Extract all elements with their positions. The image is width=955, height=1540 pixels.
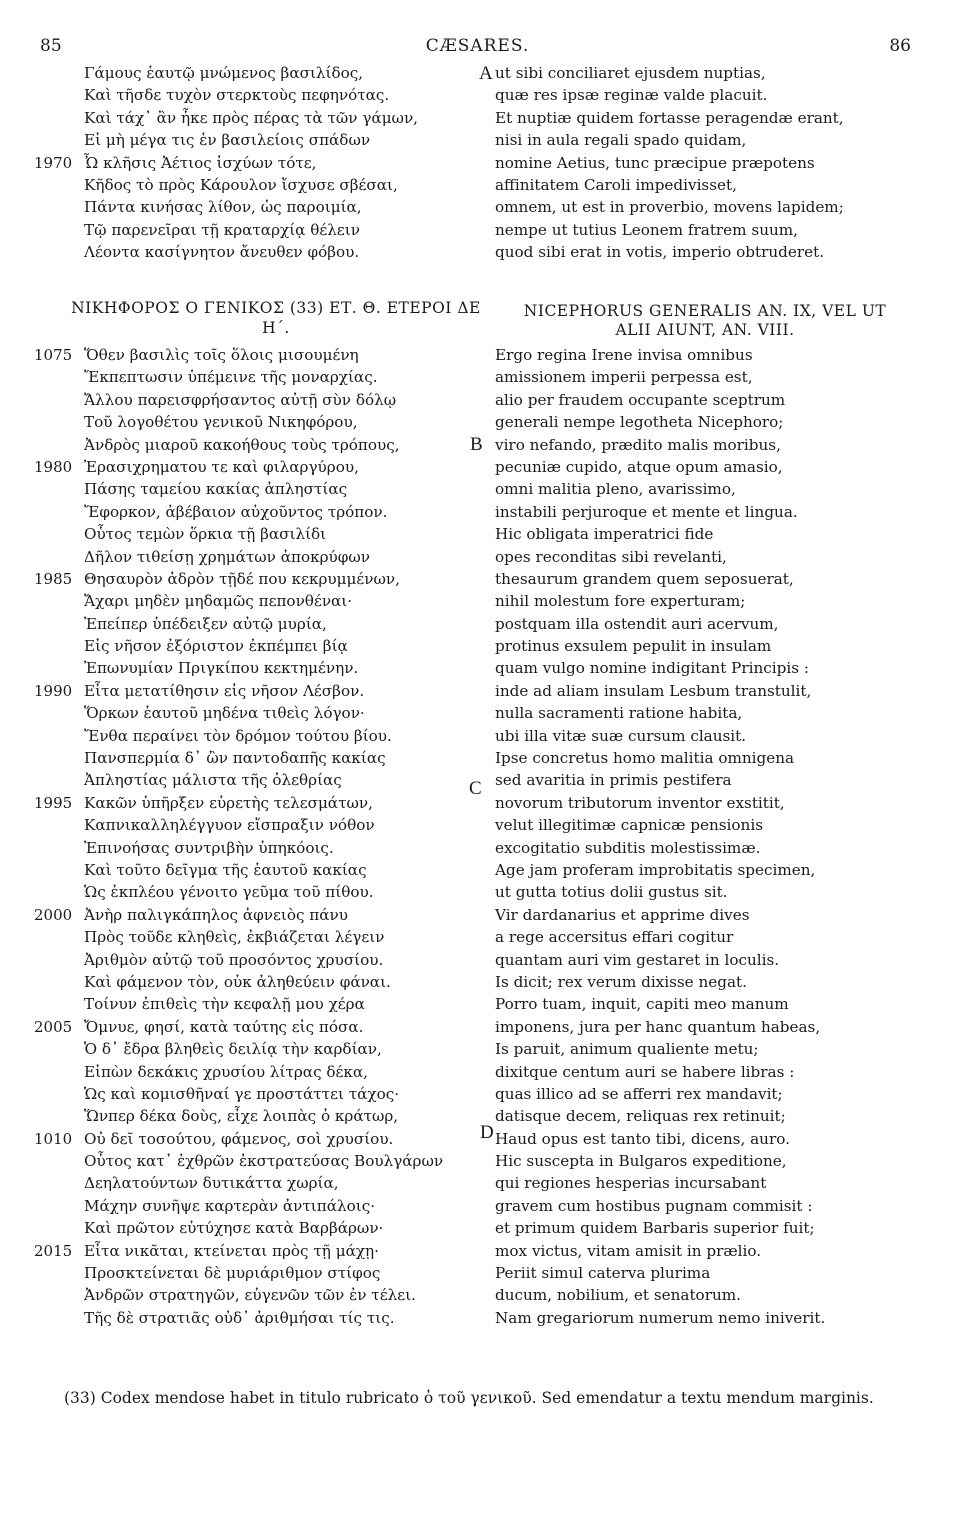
greek-verse-line [84, 366, 484, 388]
greek-verse-text: Ἀνὴρ παλιγκάπηλος ἀφνειὸς πάνυ [84, 905, 349, 924]
greek-verse-line [84, 62, 484, 84]
latin-verse-line: Age jam proferam improbitatis specimen, [495, 860, 816, 879]
greek-verse-text: Ἔνθα περαίνει τὸν δρόμον τούτου βίου. [84, 726, 392, 745]
latin-verse-line: inde ad aliam insulam Lesbum transtulit, [495, 681, 812, 700]
latin-verse-line: Et nuptiæ quidem fortasse peragendæ erant, [495, 108, 844, 127]
greek-verse-text: Πρὸς τοῦδε κληθεὶς, ἐκβιάζεται λέγειν [84, 928, 385, 947]
greek-verse-line [84, 1061, 484, 1083]
latin-verse-line: quantam auri vim gestaret in loculis. [495, 950, 780, 969]
greek-verse-text: Ὄμνυε, φησί, κατὰ ταύτης εἰς πόσα. [84, 1017, 364, 1036]
latin-verse-line: dixitque centum auri se habere libras : [495, 1062, 795, 1081]
greek-verse-text: Εἰπὼν δεκάκις χρυσίου λίτρας δέκα, [84, 1062, 368, 1081]
greek-verse-line [84, 859, 484, 881]
latin-verse-line: opes reconditas sibi revelanti, [495, 547, 727, 566]
latin-verse-line: datisque decem, reliquas rex retinuit; [495, 1107, 786, 1126]
greek-verse-line [84, 747, 484, 769]
greek-verse-text: Ἐπείπερ ὑπέδειξεν αὐτῷ μυρία, [84, 614, 327, 633]
verse-number: 2015 [34, 1241, 73, 1260]
latin-verse-line: omni malitia pleno, avarissimo, [495, 480, 736, 499]
latin-verse-line: Vir dardanarius et apprime dives [495, 905, 750, 924]
greek-verse-text: Οὗτος κατ᾽ ἐχθρῶν ἐκστρατεύσας Βουλγάρων [84, 1152, 444, 1171]
greek-verse-text: Εἶτα μετατίθησιν εἰς νῆσον Λέσβον. [84, 681, 365, 700]
greek-verse-text: Μάχην συνῆψε καρτερὰν ἀντιπάλοις· [84, 1196, 376, 1215]
greek-text-column-1 [34, 62, 484, 264]
greek-verse-text: Τῆς δὲ στρατιᾶς οὐδ᾽ ἀριθμήσαι τίς τις. [84, 1308, 395, 1327]
latin-verse-line: nempe ut tutius Leonem fratrem suum, [495, 220, 798, 239]
latin-verse-line: quæ res ipsæ reginæ valde placuit. [495, 86, 768, 105]
greek-verse-line [84, 84, 484, 106]
greek-verse-text: Γάμους ἑαυτῷ μνώμενος βασιλίδος, [84, 64, 364, 82]
greek-verse-text: Ἐπινοήσας συντριβὴν ὑπηκόοις. [84, 838, 334, 857]
greek-verse-text: Λέοντα κασίγνητον ἄνευθεν φόβου. [84, 243, 360, 262]
greek-verse-line [84, 926, 484, 948]
greek-verse-text: Καπνικαλληλέγγυον εἴσπραξιν νόθον [84, 816, 375, 835]
latin-verse-line: Periit simul caterva plurima [495, 1264, 711, 1283]
latin-verse-line: protinus exsulem pepulit in insulam [495, 637, 772, 656]
greek-verse-text: Ἀνδρὸς μιαροῦ κακοήθους τοὺς τρόπους, [84, 435, 400, 454]
greek-verse-line [84, 590, 484, 612]
greek-verse-text: Ὅθεν βασιλὶς τοῖς ὅλοις μισουμένη [84, 346, 359, 364]
greek-verse-text: Ὦ κλῆσις Ἀέτιος ἰσχύων τότε, [84, 153, 317, 172]
margin-letter-c: C [469, 778, 482, 799]
greek-verse-line [34, 904, 484, 926]
running-title: CÆSARES. [425, 36, 530, 56]
latin-verse-line: Ipse concretus homo malitia omnigena [495, 749, 795, 768]
latin-verse-line: Nam gregariorum numerum nemo iniverit. [495, 1308, 826, 1327]
greek-verse-line [84, 725, 484, 747]
greek-verse-line [84, 389, 484, 411]
latin-verse-line: quod sibi erat in votis, imperio obtruderet. [495, 243, 825, 262]
greek-verse-line [84, 881, 484, 903]
greek-verse-text: Ἀπληστίας μάλιστα τῆς ὀλεθρίας [84, 771, 342, 790]
greek-verse-line [84, 1217, 484, 1239]
verse-number: 2000 [34, 905, 73, 924]
latin-verse-line: quam vulgo nomine indigitant Principis : [495, 659, 809, 678]
latin-verse-line: amissionem imperii perpessa est, [495, 368, 753, 387]
greek-verse-text: Ἐρασιχρηματου τε καὶ φιλαργύρου, [84, 457, 359, 476]
greek-verse-line [84, 971, 484, 993]
greek-verse-line [84, 129, 484, 151]
margin-letter-b: B [470, 434, 483, 455]
greek-verse-text: Ἀριθμὸν αὐτῷ τοῦ προσόντος χρυσίου. [84, 950, 384, 969]
greek-verse-line [84, 478, 484, 500]
latin-verse-line: omnem, ut est in proverbio, movens lapidem; [495, 198, 844, 217]
greek-verse-line [84, 1150, 484, 1172]
greek-verse-text: Κακῶν ὑπῆρξεν εὑρετὴς τελεσμάτων, [84, 793, 373, 812]
greek-verse-line [34, 680, 484, 702]
greek-verse-line [34, 1016, 484, 1038]
greek-verse-line [84, 241, 484, 263]
greek-verse-line [84, 949, 484, 971]
greek-verse-text: Ἔκπεπτωσιν ὑπέμεινε τῆς μοναρχίας. [84, 368, 378, 387]
greek-verse-line [84, 1195, 484, 1217]
greek-verse-text: Τῷ παρενεῖραι τῇ κραταρχίᾳ θέλειν [84, 220, 360, 239]
latin-verse-line: excogitatio subditis molestissimæ. [495, 838, 761, 857]
greek-verse-line [84, 523, 484, 545]
latin-text-column-2 [495, 344, 915, 1329]
greek-verse-line [84, 411, 484, 433]
greek-verse-text: Ὅρκων ἑαυτοῦ μηδένα τιθεὶς λόγον· [84, 704, 365, 723]
greek-verse-line [84, 1262, 484, 1284]
latin-verse-line: gravem cum hostibus pugnam commisit : [495, 1196, 813, 1215]
greek-verse-text: Ὁ δ᾽ ἔδρα βληθεὶς δειλίᾳ τὴν καρδίαν, [84, 1040, 382, 1059]
greek-verse-text: Τοῦ λογοθέτου γενικοῦ Νικηφόρου, [84, 413, 358, 432]
greek-verse-text: Προσκτείνεται δὲ μυριάριθμον στίφος [84, 1264, 381, 1283]
greek-verse-text: Εἰς νῆσον ἐξόριστον ἐκπέμπει βίᾳ [84, 637, 348, 656]
latin-verse-line: ubi illa vitæ suæ cursum clausit. [495, 726, 747, 745]
greek-verse-line [84, 1038, 484, 1060]
margin-letter-a: A [479, 63, 493, 84]
greek-verse-line [34, 344, 484, 366]
greek-verse-text: Ἀνδρῶν στρατηγῶν, εὐγενῶν τῶν ἐν τέλει. [84, 1286, 416, 1305]
greek-verse-line [34, 1128, 484, 1150]
latin-verse-line: sed avaritia in primis pestifera [495, 771, 732, 790]
greek-verse-text: Καὶ τάχ᾽ ἂν ἧκε πρὸς πέρας τὰ τῶν γάμων, [84, 108, 419, 127]
verse-number: 1980 [34, 457, 73, 476]
greek-verse-line [84, 434, 484, 456]
latin-verse-line: velut illegitimæ capnicæ pensionis [495, 816, 763, 835]
latin-verse-line: novorum tributorum inventor exstitit, [495, 793, 785, 812]
greek-verse-text: Τοίνυν ἐπιθεὶς τὴν κεφαλῇ μου χέρα [84, 995, 365, 1014]
latin-text-column-1 [495, 62, 915, 264]
greek-verse-line [84, 993, 484, 1015]
latin-verse-line: nisi in aula regali spado quidam, [495, 131, 747, 150]
greek-verse-text: Ἄχαρι μηδὲν μηδαμῶς πεπονθέναι· [84, 592, 353, 611]
latin-verse-line: Hic obligata imperatrici fide [495, 525, 714, 544]
verse-number: 1970 [34, 153, 73, 172]
latin-verse-line: qui regiones hesperias incursabant [495, 1174, 767, 1193]
greek-verse-line [84, 1105, 484, 1127]
latin-verse-line: Is paruit, animum qualiente metu; [495, 1040, 759, 1059]
greek-verse-line [34, 568, 484, 590]
greek-verse-text: Θησαυρὸν ἁδρὸν τῇδέ που κεκρυμμένων, [84, 569, 400, 588]
latin-verse-line: viro nefando, prædito malis moribus, [495, 435, 781, 454]
latin-verse-line: Ergo regina Irene invisa omnibus [495, 346, 753, 364]
latin-verse-line: pecuniæ cupido, atque opum amasio, [495, 457, 783, 476]
latin-verse-line: Is dicit; rex verum dixisse negat. [495, 972, 747, 991]
page-number-left: 85 [40, 36, 62, 56]
latin-verse-line: mox victus, vitam amisit in prælio. [495, 1241, 762, 1260]
section-heading-greek: ΝΙΚΗΦΟΡΟΣ Ο ΓΕΝΙΚΟΣ (33) ΕΤ. Θ. ΕΤΕΡΟΙ ΔΕ Η΄. [71, 299, 481, 337]
page-header [0, 36, 955, 58]
greek-verse-line [34, 152, 484, 174]
greek-verse-line [84, 196, 484, 218]
greek-verse-line [84, 657, 484, 679]
greek-verse-text: Δεηλατούντων δυτικάττα χωρία, [84, 1174, 339, 1193]
greek-verse-text: Δῆλον τιθείσῃ χρημάτων ἀποκρύφων [84, 547, 371, 566]
verse-number: 1985 [34, 569, 73, 588]
greek-verse-text: Εἰ μὴ μέγα τις ἐν βασιλείοις σπάδων [84, 131, 371, 150]
greek-verse-text: Ὡς καὶ κομισθῆναί γε προστάττει τάχος· [84, 1084, 400, 1103]
greek-verse-line [84, 769, 484, 791]
latin-verse-line: Hic suscepta in Bulgaros expeditione, [495, 1152, 787, 1171]
greek-verse-line [34, 456, 484, 478]
greek-text-column-2 [34, 344, 484, 1329]
greek-verse-line [84, 219, 484, 241]
greek-verse-line [84, 1172, 484, 1194]
latin-verse-line: ducum, nobilium, et senatorum. [495, 1286, 741, 1305]
latin-verse-line: imponens, jura per hanc quantum habeas, [495, 1017, 821, 1036]
latin-verse-line: alio per fraudem occupante sceptrum [495, 390, 786, 409]
greek-verse-text: Οὐ δεῖ τοσούτου, φάμενος, σοὶ χρυσίου. [84, 1129, 394, 1148]
verse-number: 1010 [34, 1129, 73, 1148]
latin-verse-line: et primum quidem Barbaris superior fuit; [495, 1219, 815, 1238]
latin-verse-line: instabili perjuroque et mente et lingua. [495, 502, 798, 521]
greek-verse-line [84, 1307, 484, 1329]
latin-verse-line: generali nempe legotheta Nicephoro; [495, 413, 784, 432]
greek-verse-text: Κῆδος τὸ πρὸς Κάρουλον ἴσχυσε σβέσαι, [84, 175, 398, 194]
greek-verse-text: Ὡς ἐκπλέου γένοιτο γεῦμα τοῦ πίθου. [84, 883, 374, 902]
latin-verse-line: ut sibi conciliaret ejusdem nuptias, [495, 64, 766, 82]
greek-verse-text: Ἄλλου παρεισφρήσαντος αὐτῇ σὺν δόλῳ [84, 390, 397, 409]
greek-verse-line [34, 1240, 484, 1262]
page-number-right: 86 [889, 36, 911, 56]
greek-verse-text: Καὶ τοῦτο δεῖγμα τῆς ἑαυτοῦ κακίας [84, 860, 367, 879]
greek-verse-text: Καὶ πρῶτον εὐτύχησε κατὰ Βαρβάρων· [84, 1219, 384, 1238]
greek-verse-line [84, 107, 484, 129]
greek-verse-line [84, 635, 484, 657]
latin-verse-line: affinitatem Caroli impedivisset, [495, 175, 737, 194]
greek-verse-text: Ἐπωνυμίαν Πριγκίπου κεκτημένην. [84, 659, 359, 678]
latin-verse-line: postquam illa ostendit auri acervum, [495, 614, 779, 633]
greek-verse-line [84, 174, 484, 196]
greek-verse-text: Πάσης ταμείου κακίας ἀπληστίας [84, 480, 348, 499]
greek-verse-line [84, 1083, 484, 1105]
greek-verse-text: Εἶτα νικᾶται, κτείνεται πρὸς τῇ μάχῃ· [84, 1241, 379, 1260]
latin-verse-line: Porro tuam, inquit, capiti meo manum [495, 995, 789, 1014]
latin-verse-line: Haud opus est tanto tibi, dicens, auro. [495, 1129, 790, 1148]
latin-verse-line: thesaurum grandem quem seposuerat, [495, 569, 794, 588]
greek-verse-line [34, 792, 484, 814]
greek-verse-text: Ἔφορκον, ἀβέβαιον αὐχοῦντος τρόπον. [84, 502, 388, 521]
section-heading-latin: NICEPHORUS GENERALIS AN. IX, VEL UT ALII AIUNT, AN. VIII. [523, 302, 887, 339]
footnote: (33) Codex mendose habet in titulo rubricato ὁ τοῦ γενικοῦ. Sed emendatur a textu mendum marginis. [64, 1389, 874, 1407]
greek-verse-line [84, 837, 484, 859]
verse-number: 2005 [34, 1017, 73, 1036]
latin-verse-line: a rege accersitus effari cogitur [495, 928, 734, 947]
verse-number: 1075 [34, 346, 73, 364]
latin-verse-line: nihil molestum fore experturam; [495, 592, 746, 611]
greek-verse-line [84, 501, 484, 523]
latin-verse-line: nomine Aetius, tunc præcipue præpotens [495, 153, 815, 172]
greek-verse-line [84, 702, 484, 724]
latin-verse-line: quas illico ad se afferri rex mandavit; [495, 1084, 783, 1103]
greek-verse-line [84, 546, 484, 568]
latin-verse-line: nulla sacramenti ratione habita, [495, 704, 743, 723]
greek-verse-text: Καὶ τῆσδε τυχὸν στερκτοὺς πεφηνότας. [84, 86, 390, 105]
latin-verse-line: ut gutta totius dolii gustus sit. [495, 883, 728, 902]
greek-verse-text: Πανσπερμία δ᾽ ὢν παντοδαπῆς κακίας [84, 749, 386, 768]
greek-verse-text: Οὗτος τεμὼν ὅρκια τῇ βασιλίδι [84, 525, 327, 544]
greek-verse-text: Ὥνπερ δέκα δοὺς, εἶχε λοιπὰς ὁ κράτωρ, [84, 1107, 399, 1126]
margin-letter-d: D [480, 1122, 494, 1143]
greek-verse-text: Πάντα κινήσας λίθον, ὡς παροιμία, [84, 198, 362, 217]
greek-verse-text: Καὶ φάμενον τὸν, οὐκ ἀληθεύειν φάναι. [84, 972, 391, 991]
greek-verse-line [84, 814, 484, 836]
verse-number: 1995 [34, 793, 73, 812]
greek-verse-line [84, 613, 484, 635]
verse-number: 1990 [34, 681, 73, 700]
greek-verse-line [84, 1284, 484, 1306]
